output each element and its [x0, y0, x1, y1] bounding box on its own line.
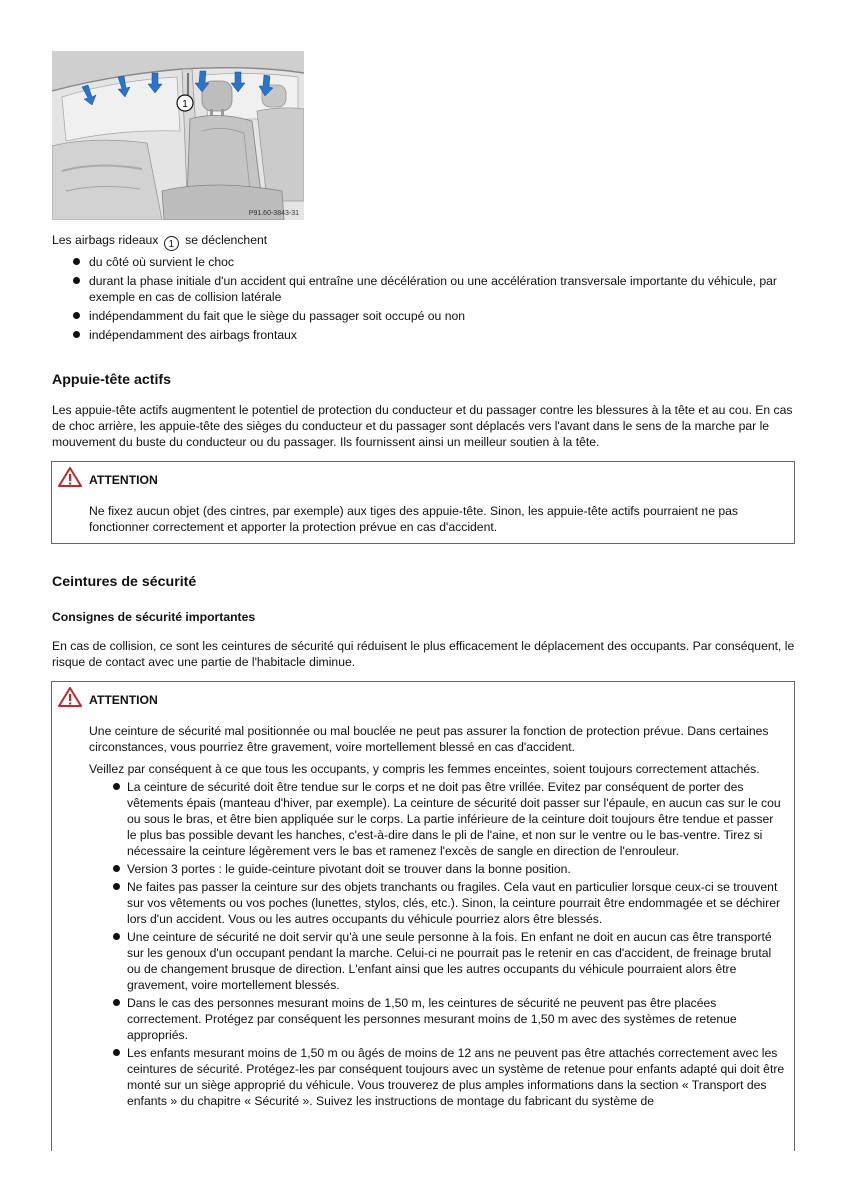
intro-text-after: se déclenchent — [185, 233, 268, 247]
warning-paragraph-1: Une ceinture de sécurité mal positionnée ou mal bouclée ne peut pas assurer la fonction de protection prévue. Dans certaines circonstances, vous pourriez être gravement, voire mortellement blessé en cas d'accident. — [89, 724, 769, 754]
warning-body — [89, 503, 786, 541]
warning-paragraph-2: Veillez par conséquent à ce que tous les occupants, y compris les femmes enceintes, soient toujours correctement attachés. — [89, 762, 760, 776]
subsection-title-consignes: Consignes de sécurité importantes — [52, 610, 256, 624]
figure-reference-code: P91.60-3843-31 — [248, 210, 299, 217]
warning-triangle-icon — [58, 467, 82, 487]
list-item: Version 3 portes : le guide-ceinture pivotant doit se trouver dans la bonne position. — [89, 861, 786, 877]
list-item: indépendamment des airbags frontaux — [52, 327, 802, 343]
airbag-intro — [52, 232, 802, 346]
list-item: Les enfants mesurant moins de 1,50 m ou âgés de moins de 12 ans ne peuvent pas être attachés correctement avec les ceintures de sécurité. Protégez-les par conséquent toujours avec un système de retenue pour enfants adapté qui doit être monté sur un siège approprié du véhicule. Vous trouverez de plus amples informations dans la section « Transport des enfants » du chapitre « Sécurité ». Suivez les instructions de montage du fabricant du système de — [89, 1045, 786, 1109]
warning-list — [89, 779, 786, 1109]
intro-sentence — [52, 232, 802, 251]
airbag-illustration — [52, 51, 304, 220]
warning-title: ATTENTION — [89, 473, 158, 487]
warning-text: Ne fixez aucun objet (des cintres, par exemple) aux tiges des appuie-tête. Sinon, les appuie-tête actifs pourraient ne pas fonctionner correctement et apporter la protection prévue en cas d'accident. — [89, 504, 739, 534]
car-interior-drawing — [52, 51, 304, 220]
section-title-ceintures: Ceintures de sécurité — [52, 574, 197, 590]
section1-paragraph: Les appuie-tête actifs augmentent le potentiel de protection du conducteur et du passager contre les blessures à la tête et au cou. En cas de choc arrière, les appuie-tête des sièges du conducteur et du passager sont déplacés vers l'avant dans le sens de la marche par le mouvement du buste du conducteur ou du passager. Ils fournissent ainsi un meilleur soutien à la tête. — [52, 403, 793, 449]
warning-title: ATTENTION — [89, 693, 158, 707]
list-item: durant la phase initiale d'un accident qui entraîne une décélération ou une accélération transversale importante du véhicule, par exemple en cas de collision latérale — [52, 273, 802, 305]
warning-body — [89, 723, 786, 1111]
callout-1-number: 1 — [182, 99, 188, 110]
intro-list — [52, 254, 802, 343]
list-item: du côté où survient le choc — [52, 254, 802, 270]
list-item: La ceinture de sécurité doit être tendue sur le corps et ne doit pas être vrillée. Evitez par conséquent de porter des vêtements épais (manteau d'hiver, par exemple). La ceinture de sécurité doit passer sur l'épaule, en aucun cas sur le cou ou sous le bras, et être bien appliquée sur le corps. La partie inférieure de la ceinture doit toujours être tendue et passer le plus bas possible devant les hanches, c'est-à-dire dans le pli de l'aine, et non sur le ventre ou le bas-ventre. Tirez si nécessaire la ceinture légèrement vers le bas et ramenez l'excès de sangle en direction de l'enrouleur. — [89, 779, 786, 859]
list-item: Dans le cas des personnes mesurant moins de 1,50 m, les ceintures de sécurité ne peuvent pas être placées correctement. Protégez par conséquent les personnes mesurant moins de 1,50 m avec des systèmes de retenue appropriés. — [89, 995, 786, 1043]
warning-triangle-icon — [58, 687, 82, 707]
warning-box-headrest — [51, 461, 795, 544]
section-title-appuie-tete: Appuie-tête actifs — [52, 372, 172, 388]
list-item: Une ceinture de sécurité ne doit servir qu'à une seule personne à la fois. En enfant ne doit en aucun cas être transporté sur les genoux d'un occupant pendant la marche. Celui-ci ne pourrait pas le retenir en cas d'accident, de freinage brutal ou de changement brusque de direction. L'enfant ainsi que les autres occupants du véhicule pourraient alors être gravement, voire mortellement blessés. — [89, 929, 786, 993]
list-item: indépendamment du fait que le siège du passager soit occupé ou non — [52, 308, 802, 324]
callout-1-icon: 1 — [164, 236, 179, 251]
list-item: Ne faites pas passer la ceinture sur des objets tranchants ou fragiles. Cela vaut en particulier lorsque ceux-ci se trouvent sur vos vêtements ou vos poches (lunettes, stylos, clés, etc.). Sinon, la ceinture pourrait être endommagée et se déchirer lors d'un accident. Vous ou les autres occupants du véhicule pourriez alors être blessés. — [89, 879, 786, 927]
warning-box-seatbelt — [51, 681, 795, 1151]
section2-paragraph: En cas de collision, ce sont les ceintures de sécurité qui réduisent le plus efficacement le déplacement des occupants. Par conséquent, le risque de contact avec une partie de l'habitacle diminue. — [52, 639, 795, 669]
intro-text-before: Les airbags rideaux — [52, 233, 159, 247]
